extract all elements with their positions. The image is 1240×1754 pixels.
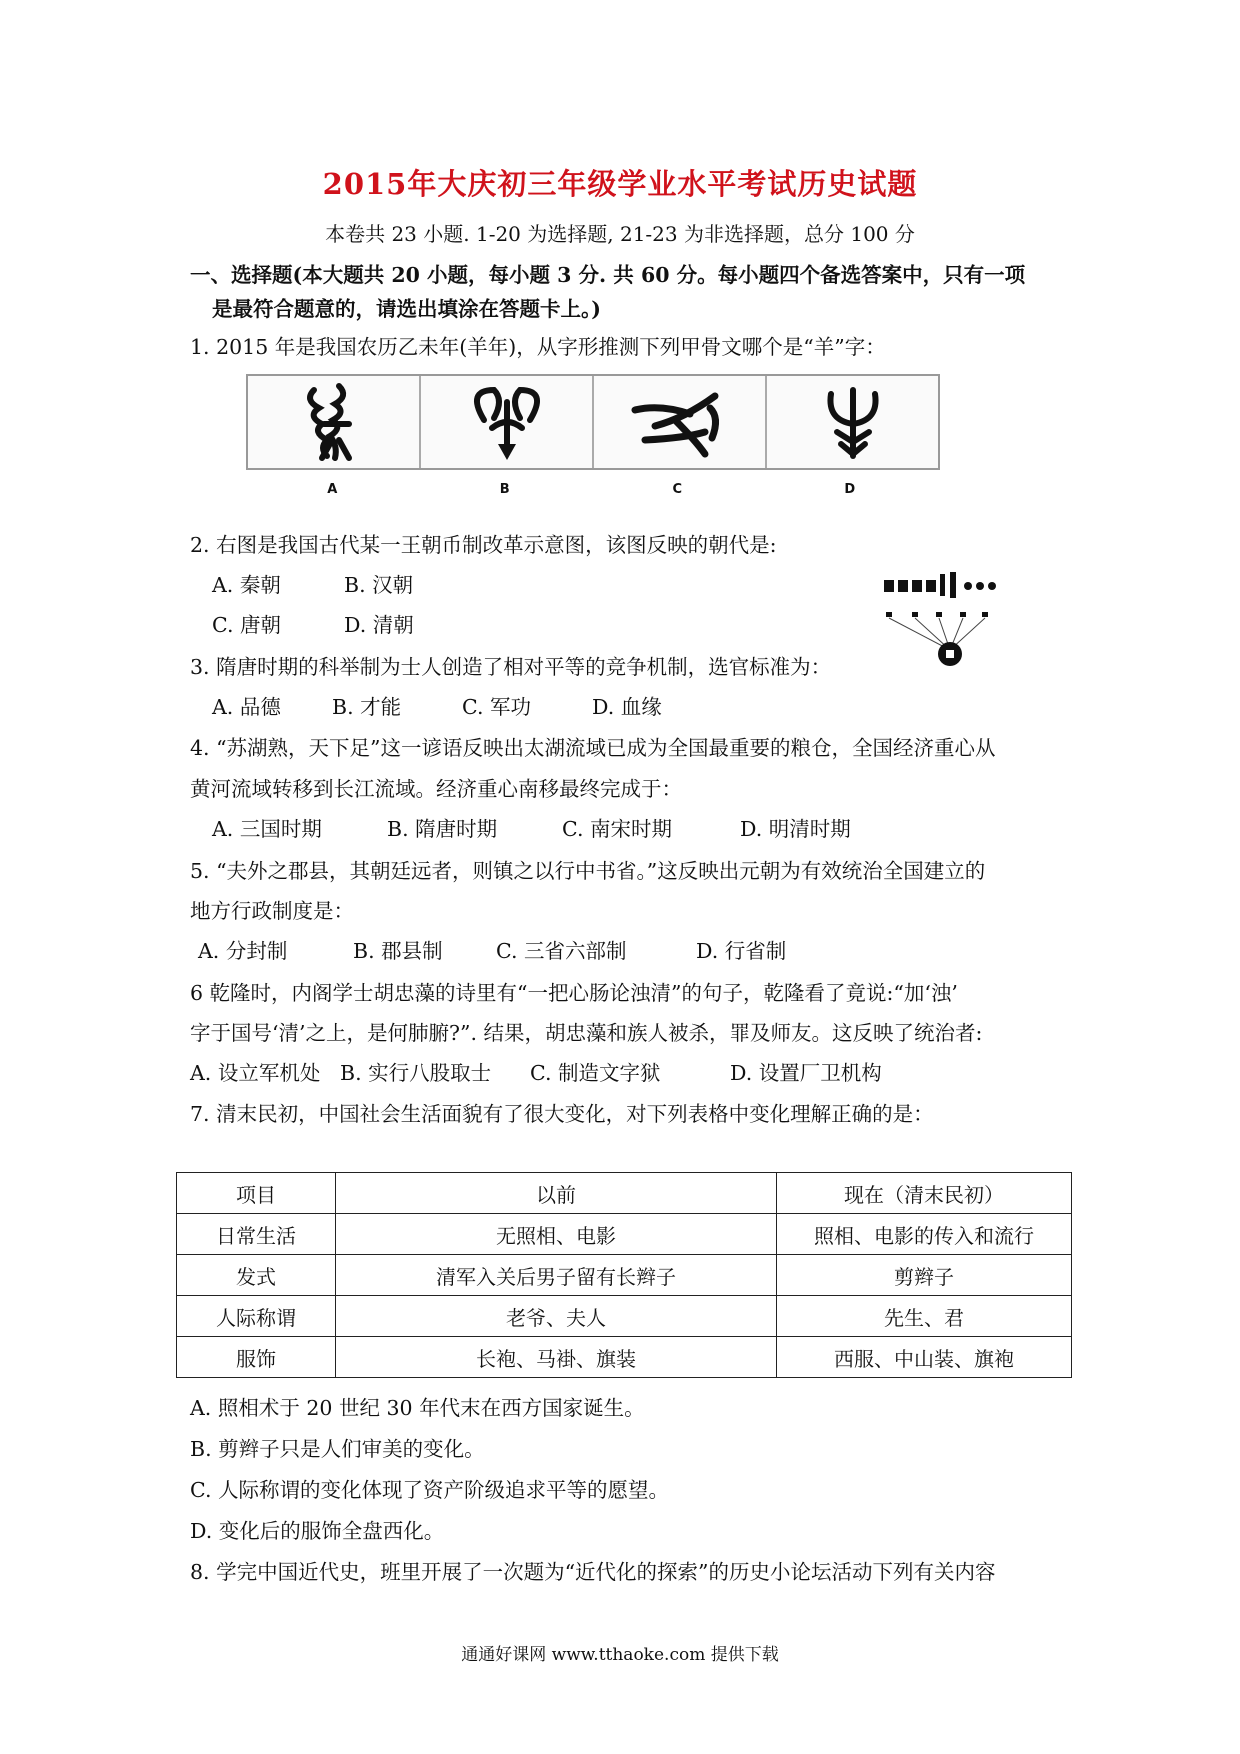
table-cell: 剪辫子 (777, 1255, 1072, 1296)
question-7-option-a: A. 照相术于 20 世纪 30 年代末在西方国家诞生。 (190, 1396, 645, 1420)
oracle-glyph-a (248, 376, 421, 468)
option-a: A. 分封制 (198, 939, 288, 963)
page-footer: 通通好课网 www.tthaoke.com 提供下载 (461, 1645, 779, 1665)
table-cell: 先生、君 (777, 1296, 1072, 1337)
question-3-options (212, 690, 712, 720)
question-5-line1: 5. “夫外之郡县，其朝廷远者，则镇之以行中书省。”这反映出元朝为有效统治全国建立的 (190, 859, 986, 883)
section-heading-line2: 是最符合题意的，请选出填涂在答题卡上。) (212, 297, 601, 321)
option-d: D. 设置厂卫机构 (730, 1061, 882, 1085)
page-title: 2015年大庆初三年级学业水平考试历史试题 (322, 167, 918, 201)
table-cell: 人际称谓 (177, 1296, 336, 1337)
table-cell: 西服、中山装、旗袍 (777, 1337, 1072, 1378)
section-heading-line1: 一、选择题(本大题共 20 小题，每小题 3 分. 共 60 分。每小题四个备选答案中，只有一项 (190, 263, 1026, 287)
question-2-options-row2 (212, 608, 692, 638)
question-8-text: 8. 学完中国近代史，班里开展了一次题为“近代化的探索”的历史小论坛活动下列有关内容 (190, 1560, 996, 1584)
table-row (177, 1255, 1072, 1296)
glyph-label-a: A (327, 482, 338, 497)
table-cell: 服饰 (177, 1337, 336, 1378)
question-2-options-row1 (212, 568, 692, 598)
option-c: C. 军功 (462, 695, 531, 719)
table-cell: 发式 (177, 1255, 336, 1296)
table-cell: 照相、电影的传入和流行 (777, 1214, 1072, 1255)
question-3-text: 3. 隋唐时期的科举制为士人创造了相对平等的竞争机制，选官标准为： (190, 655, 832, 679)
question-5-options (198, 934, 898, 964)
option-c: C. 南宋时期 (562, 817, 672, 841)
question-1-text: 1. 2015 年是我国农历乙未年(羊年)，从字形推测下列甲骨文哪个是“羊”字： (190, 335, 886, 359)
oracle-glyph-c (594, 376, 767, 468)
oracle-glyph-b (421, 376, 594, 468)
question-7-option-c: C. 人际称谓的变化体现了资产阶级追求平等的愿望。 (190, 1478, 669, 1502)
question-4-options (212, 812, 912, 842)
question-4-line2: 黄河流域转移到长江流域。经济重心南移最终完成于： (190, 777, 682, 801)
glyph-label-d: D (844, 482, 856, 497)
table-cell: 老爷、夫人 (336, 1296, 777, 1337)
exam-instructions: 本卷共 23 小题. 1-20 为选择题, 21-23 为非选择题，总分 100 分 (325, 222, 915, 246)
question-5-line2: 地方行政制度是： (190, 899, 354, 923)
option-a: A. 品德 (212, 695, 281, 719)
option-b: B. 隋唐时期 (387, 817, 498, 841)
option-d: D. 血缘 (592, 695, 662, 719)
question-7-option-b: B. 剪辫子只是人们审美的变化。 (190, 1437, 485, 1461)
table-header-cell: 以前 (336, 1173, 777, 1214)
glyph-label-b: B (499, 482, 510, 497)
option-a: A. 三国时期 (212, 817, 322, 841)
question-6-options (190, 1056, 1070, 1086)
oracle-bone-glyph-strip (246, 374, 940, 470)
glyph-label-c: C (672, 482, 683, 497)
option-b: B. 郡县制 (353, 939, 443, 963)
option-d: D. 明清时期 (740, 817, 851, 841)
table-header-row (177, 1173, 1072, 1214)
table-header-cell: 现在（清末民初） (777, 1173, 1072, 1214)
table-cell: 清军入关后男子留有长辫子 (336, 1255, 777, 1296)
option-c: C. 制造文字狱 (530, 1061, 661, 1085)
table-row (177, 1337, 1072, 1378)
question-4-line1: 4. “苏湖熟，天下足”这一谚语反映出太湖流域已成为全国最重要的粮仓，全国经济重心从 (190, 736, 996, 760)
option-c: C. 三省六部制 (496, 939, 627, 963)
option-a: A. 秦朝 (212, 573, 281, 597)
table-row (177, 1214, 1072, 1255)
social-change-table (176, 1172, 1072, 1378)
table-cell: 长袍、马褂、旗装 (336, 1337, 777, 1378)
question-7-option-d: D. 变化后的服饰全盘西化。 (190, 1519, 445, 1543)
table-header-cell: 项目 (177, 1173, 336, 1214)
question-6-line1: 6 乾隆时，内阁学士胡忠藻的诗里有“一把心肠论浊清”的句子，乾隆看了竟说:“加‘浊’ (190, 981, 958, 1005)
option-b: B. 汉朝 (344, 573, 414, 597)
question-7-text: 7. 清末民初，中国社会生活面貌有了很大变化，对下列表格中变化理解正确的是： (190, 1102, 934, 1126)
table-cell: 无照相、电影 (336, 1214, 777, 1255)
option-d: D. 行省制 (696, 939, 787, 963)
glyph-labels (246, 482, 936, 497)
option-b: B. 才能 (332, 695, 402, 719)
oracle-glyph-d (767, 376, 938, 468)
option-a: A. 设立军机处 (190, 1061, 321, 1085)
question-6-line2: 字于国号‘清’之上，是何肺腑?”. 结果，胡忠藻和族人被杀，罪及师友。这反映了统治者: (190, 1021, 983, 1045)
question-2-text: 2. 右图是我国古代某一王朝币制改革示意图，该图反映的朝代是: (190, 533, 777, 557)
option-d: D. 清朝 (344, 613, 414, 637)
option-b: B. 实行八股取士 (340, 1061, 492, 1085)
table-row (177, 1296, 1072, 1337)
table-cell: 日常生活 (177, 1214, 336, 1255)
option-c: C. 唐朝 (212, 613, 281, 637)
coinage-reform-diagram (880, 570, 1020, 674)
